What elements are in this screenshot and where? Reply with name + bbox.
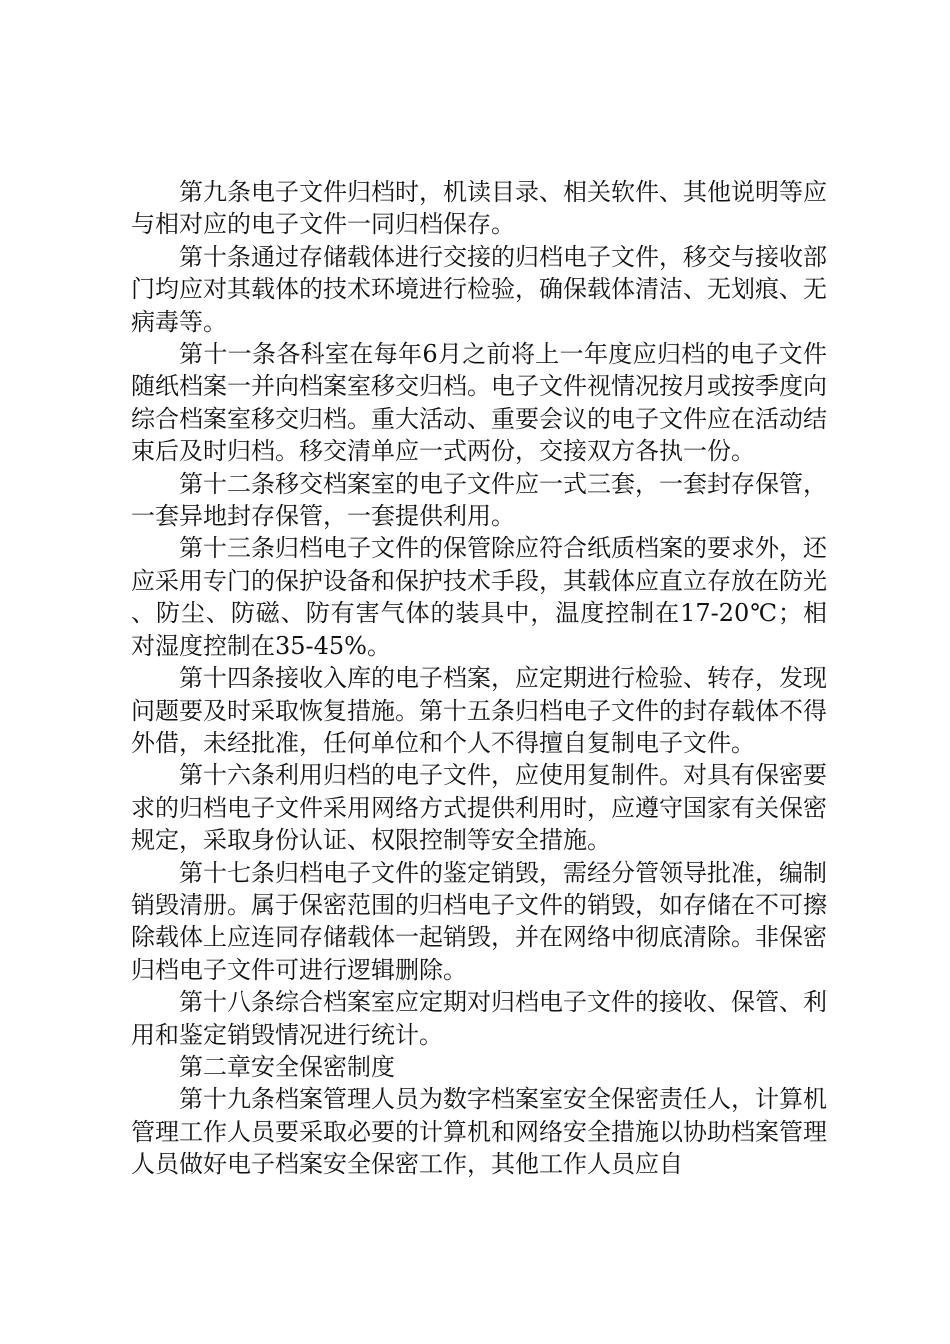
article-11: 第十一条各科室在每年6月之前将上一年度应归档的电子文件随纸档案一并向档案室移交归档。电子文件视情况按月或按季度向综合档案室移交归档。重大活动、重要会议的电子文件应在活动结束后及时归档。移交清单应一式两份，交接双方各执一份。 xyxy=(131,340,827,466)
document-body xyxy=(131,176,827,1181)
article-9: 第九条电子文件归档时，机读目录、相关软件、其他说明等应与相对应的电子文件一同归档保存。 xyxy=(131,178,827,239)
article-16: 第十六条利用归档的电子文件，应使用复制件。对具有保密要求的归档电子文件采用网络方式提供利用时，应遵守国家有关保密规定，采取身份认证、权限控制等安全措施。 xyxy=(131,761,827,855)
article-12: 第十二条移交档案室的电子文件应一式三套，一套封存保管，一套异地封存保管，一套提供利用。 xyxy=(131,469,827,531)
article-10: 第十条通过存储载体进行交接的归档电子文件，移交与接收部门均应对其载体的技术环境进行检验，确保载体清洁、无划痕、无病毒等。 xyxy=(131,242,827,336)
article-14-15: 第十四条接收入库的电子档案，应定期进行检验、转存，发现问题要及时采取恢复措施。第十五条归档电子文件的封存载体不得外借，未经批准，任何单位和个人不得擅自复制电子文件。 xyxy=(131,664,827,757)
article-19: 第十九条档案管理人员为数字档案室安全保密责任人，计算机管理工作人员要采取必要的计算机和网络安全措施以协助档案管理人员做好电子档案安全保密工作，其他工作人员应自 xyxy=(131,1085,827,1179)
article-13: 第十三条归档电子文件的保管除应符合纸质档案的要求外，还应采用专门的保护设备和保护技术手段，其载体应直立存放在防光、防尘、防磁、防有害气体的装具中，温度控制在17-20℃；相对湿度控制在35-45%。 xyxy=(131,534,827,660)
article-18: 第十八条综合档案室应定期对归档电子文件的接收、保管、利用和鉴定销毁情况进行统计。 xyxy=(131,988,827,1049)
article-17: 第十七条归档电子文件的鉴定销毁，需经分管领导批准，编制销毁清册。属于保密范围的归档电子文件的销毁，如存储在不可擦除载体上应连同存储载体一起销毁，并在网络中彻底清除。非保密归档电子文件可进行逻辑删除。 xyxy=(131,858,827,984)
chapter-heading: 第二章安全保密制度 xyxy=(179,1052,395,1081)
